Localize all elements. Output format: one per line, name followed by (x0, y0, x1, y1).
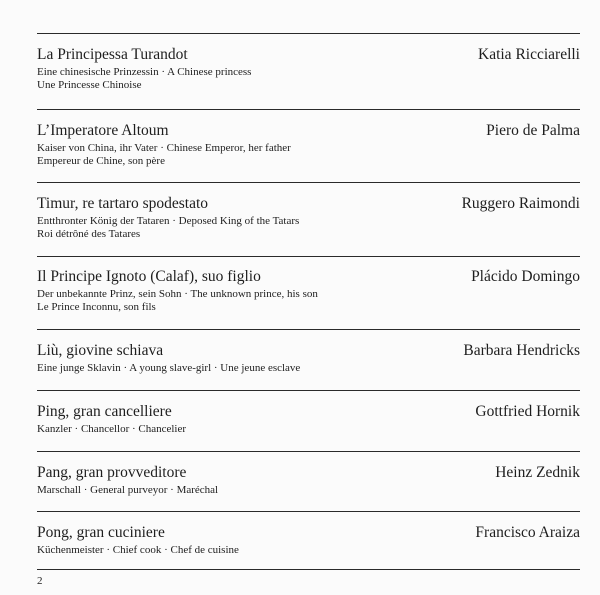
singer-name: Piero de Palma (486, 122, 580, 139)
description-line: Entthronter König der Tataren · Deposed King of the Tatars (37, 215, 300, 227)
divider (37, 511, 580, 512)
description-line: Eine chinesische Prinzessin · A Chinese princess (37, 66, 252, 78)
role-name: L’Imperatore Altoum (37, 122, 169, 139)
role-name: Liù, giovine schiava (37, 342, 164, 359)
role-name: Il Principe Ignoto (Calaf), suo figlio (37, 268, 261, 285)
divider (37, 390, 580, 391)
description-line: Kanzler · Chancellor · Chancelier (37, 423, 187, 435)
role-description (37, 362, 300, 375)
divider (37, 256, 580, 257)
singer-name: Ruggero Raimondi (461, 195, 580, 212)
role-name: Ping, gran cancelliere (37, 403, 172, 420)
role-description (37, 544, 239, 557)
role-name: La Principessa Turandot (37, 46, 188, 63)
singer-name: Barbara Hendricks (463, 342, 580, 359)
description-line: Le Prince Inconnu, son fils (37, 300, 156, 313)
divider (37, 182, 580, 183)
page-number: 2 (37, 575, 43, 587)
description-line: Roi détrôné des Tatares (37, 227, 141, 240)
divider (37, 33, 580, 34)
description-line: Empereur de Chine, son père (37, 154, 165, 167)
role-description (37, 288, 318, 313)
role-description (37, 66, 251, 91)
description-line: Eine junge Sklavin · A young slave-girl · Une jeune esclave (37, 362, 301, 374)
singer-name: Heinz Zednik (495, 464, 580, 481)
singer-name: Katia Ricciarelli (478, 46, 580, 63)
role-description (37, 142, 291, 167)
singer-name: Francisco Araiza (475, 524, 580, 541)
divider (37, 109, 580, 110)
role-description (37, 423, 186, 436)
singer-name: Plácido Domingo (471, 268, 580, 285)
description-line: Der unbekannte Prinz, sein Sohn · The unknown prince, his son (37, 288, 318, 300)
role-description (37, 215, 299, 240)
singer-name: Gottfried Hornik (475, 403, 580, 420)
divider (37, 569, 580, 570)
description-line: Une Princesse Chinoise (37, 78, 142, 91)
description-line: Küchenmeister · Chief cook · Chef de cuisine (37, 544, 239, 556)
divider (37, 329, 580, 330)
divider (37, 451, 580, 452)
role-name: Pong, gran cuciniere (37, 524, 165, 541)
role-name: Pang, gran provveditore (37, 464, 187, 481)
role-description (37, 484, 218, 497)
role-name: Timur, re tartaro spodestato (37, 195, 208, 212)
description-line: Marschall · General purveyor · Maréchal (37, 484, 219, 496)
description-line: Kaiser von China, ihr Vater · Chinese Emperor, her father (37, 142, 291, 154)
